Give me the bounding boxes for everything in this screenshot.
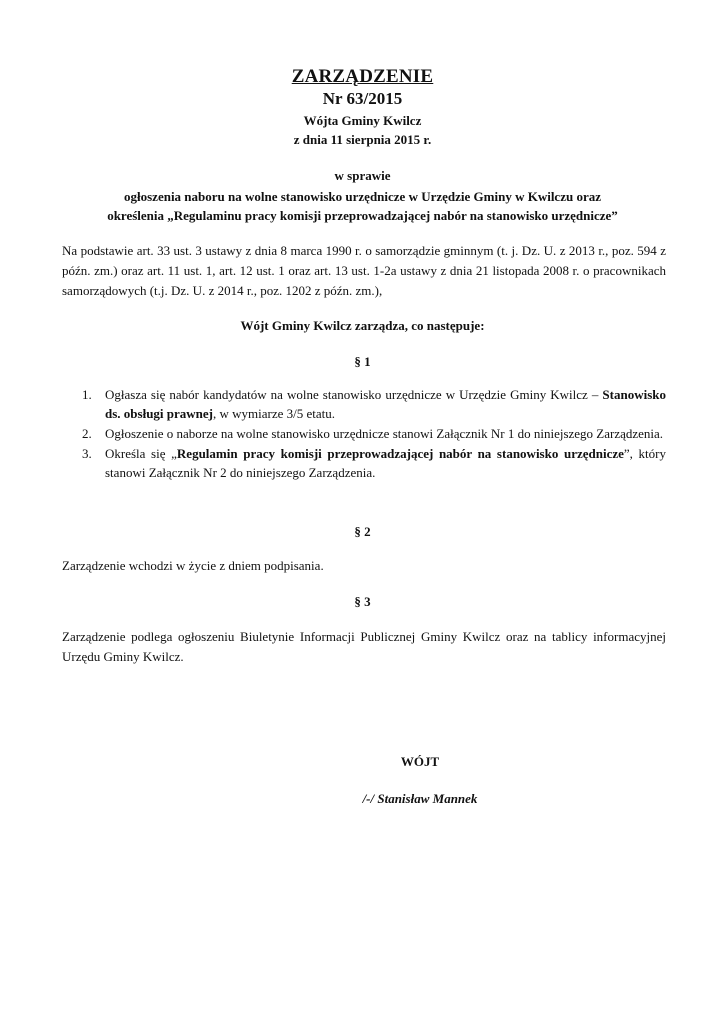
list-item-bold-text: Stanowisko ds. obsługi prawnej <box>105 387 666 421</box>
document-title: ZARZĄDZENIE <box>291 66 434 87</box>
subject-text <box>40 187 685 225</box>
decree-statement: Wójt Gminy Kwilcz zarządza, co następuje: <box>240 318 485 333</box>
section-2-heading: § 2 <box>354 524 371 539</box>
list-item-text: Określa się „ <box>105 446 177 461</box>
subject-line-2: określenia „Regulaminu pracy komisji przeprowadzającej nabór na stanowisko urzędnicze” <box>107 208 618 223</box>
subject-line-1: ogłoszenia naboru na wolne stanowisko urzędnicze w Urzędzie Gminy w Kwilczu oraz <box>124 189 601 204</box>
document-date: z dnia 11 sierpnia 2015 r. <box>293 132 432 147</box>
section-2-text: Zarządzenie wchodzi w życie z dniem podpisania. <box>62 558 324 573</box>
signature-name: /-/ Stanisław Mannek <box>362 791 478 806</box>
subject-intro: w sprawie <box>334 168 391 183</box>
list-item-text: , w wymiarze 3/5 etatu. <box>213 406 336 421</box>
list-item-number: 2. <box>82 426 92 441</box>
list-item-bold-text: Regulamin pracy komisji przeprowadzającej nabór na stanowisko urzędnicze <box>176 446 624 461</box>
section-1-heading: § 1 <box>354 354 371 369</box>
list-item-number: 1. <box>82 387 92 402</box>
legal-basis: Na podstawie art. 33 ust. 3 ustawy z dnia 8 marca 1990 r. o samorządzie gminnym (t. j. Dz. U. z 2013 r., poz. 594 z późn. zm.) oraz art. 11 ust. 1, art. 12 ust. 1 oraz art. 13 ust. 1-2a ustawy z dnia 21 listopada 2008 r. o pracownikach samorządowych (t.j. Dz. U. z 2014 r., poz. 1202 z późn. zm.), <box>62 243 666 298</box>
list-item-number: 3. <box>82 446 92 461</box>
document-issuer: Wójta Gminy Kwilcz <box>303 113 422 128</box>
list-item <box>62 424 666 443</box>
list-item-text: Ogłasza się nabór kandydatów na wolne stanowisko urzędnicze w Urzędzie Gminy Kwilcz – <box>105 387 603 402</box>
list-item-text: Ogłoszenie o naborze na wolne stanowisko urzędnicze stanowi Załącznik Nr 1 do niniejszego Zarządzenia. <box>105 426 664 441</box>
section-3-text: Zarządzenie podlega ogłoszeniu Biuletynie Informacji Publicznej Gminy Kwilcz oraz na tablicy informacyjnej Urzędu Gminy Kwilcz. <box>62 629 666 664</box>
list-item <box>62 444 666 482</box>
document-number: Nr 63/2015 <box>322 89 403 108</box>
list-item <box>62 385 666 423</box>
section-3-heading: § 3 <box>354 594 371 609</box>
list-item-text: ”, który stanowi Załącznik Nr 2 do niniejszego Zarządzenia. <box>105 446 666 480</box>
section-1-list <box>62 385 666 483</box>
signature-title: WÓJT <box>400 754 440 769</box>
